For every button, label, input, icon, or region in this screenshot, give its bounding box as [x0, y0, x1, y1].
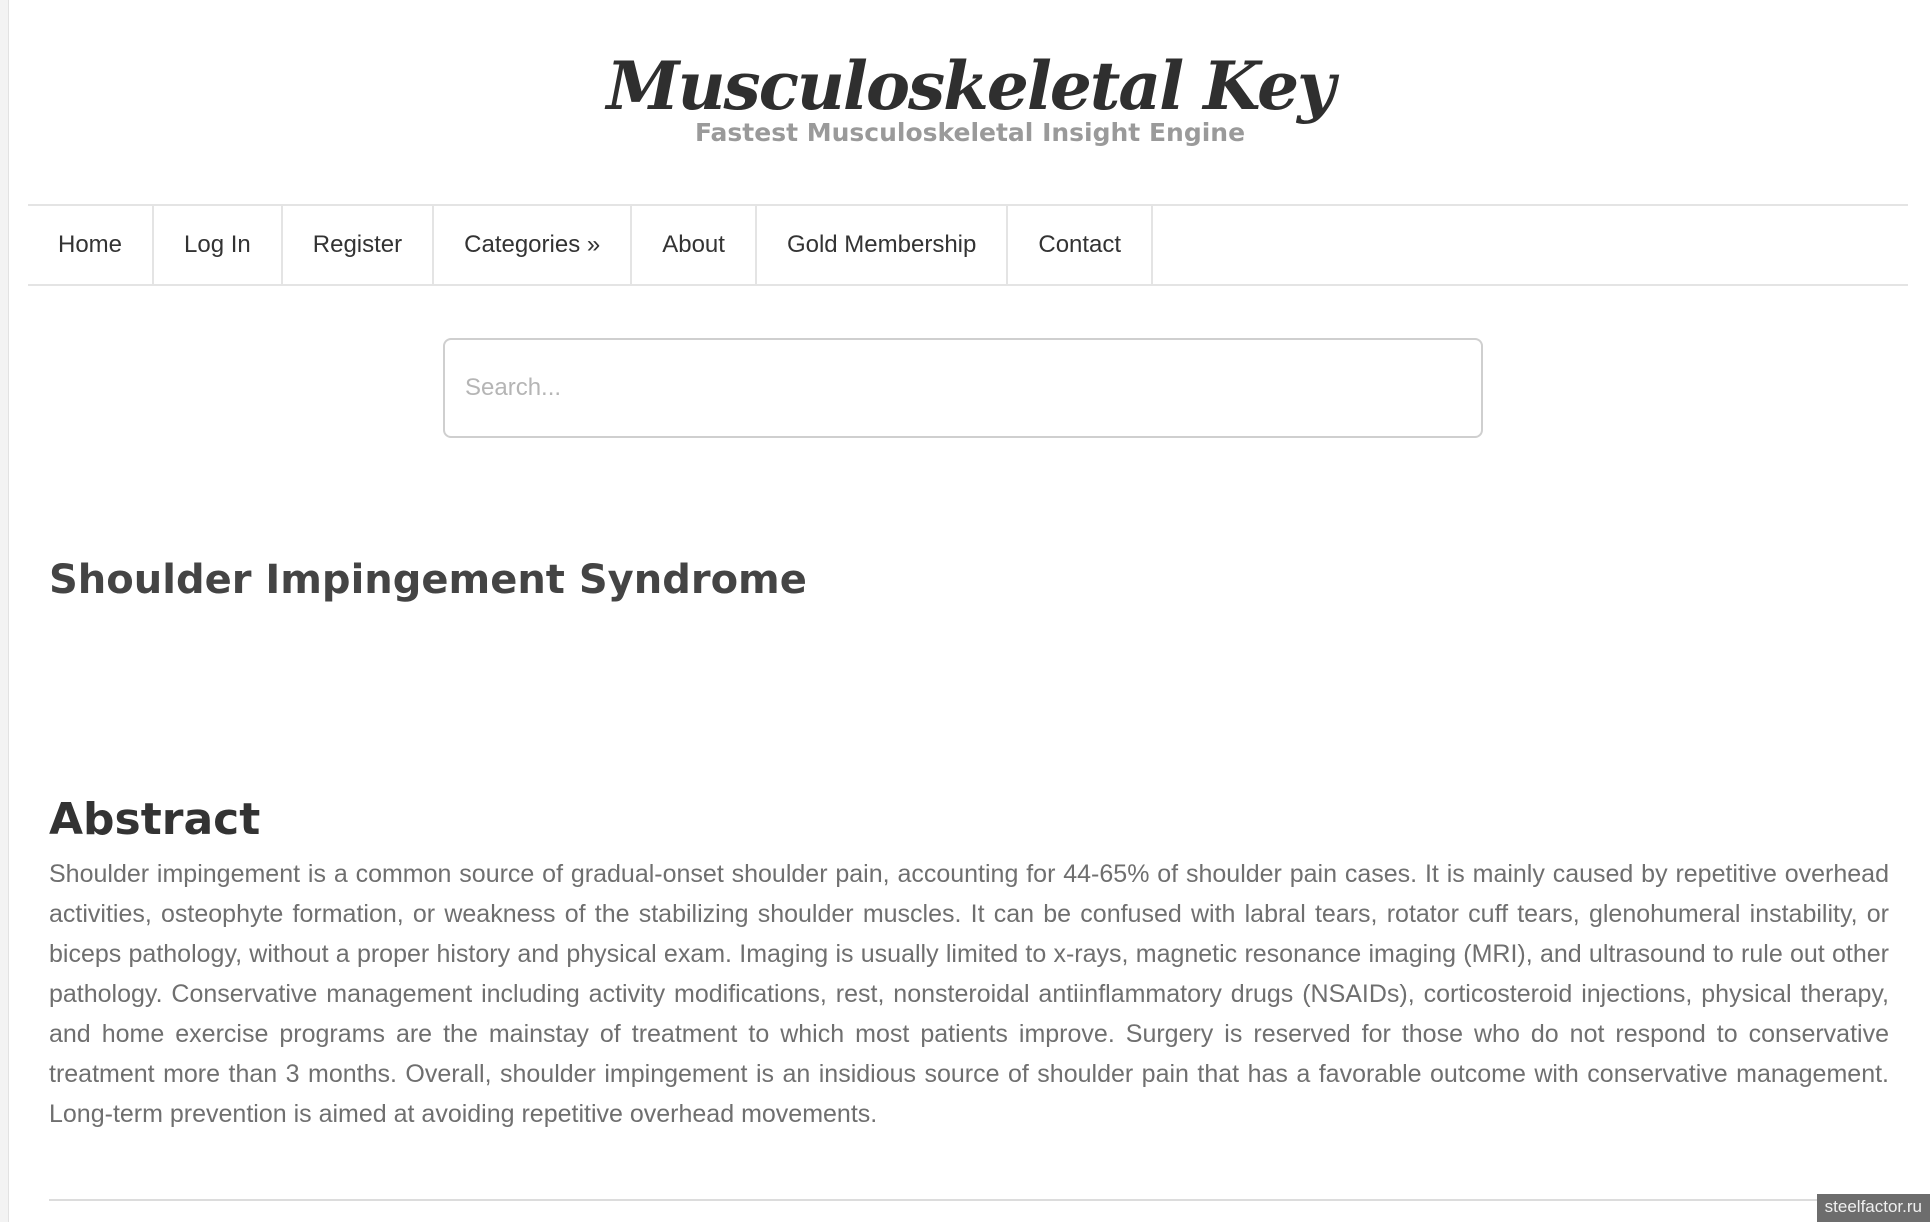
- site-title[interactable]: Musculoskeletal Key: [606, 47, 1334, 125]
- main-nav: [28, 204, 1908, 286]
- site-header: [9, 0, 1930, 204]
- article-title: Shoulder Impingement Syndrome: [49, 557, 807, 603]
- site-tagline: Fastest Musculoskeletal Insight Engine: [694, 118, 1246, 147]
- nav-item-about[interactable]: About: [632, 206, 757, 284]
- search-box: [443, 338, 1483, 438]
- nav-item-home[interactable]: Home: [28, 206, 154, 284]
- page: [8, 0, 1930, 1222]
- nav-item-log-in[interactable]: Log In: [154, 206, 283, 284]
- watermark: steelfactor.ru: [1817, 1194, 1930, 1222]
- search-input[interactable]: [443, 338, 1483, 438]
- abstract-heading: Abstract: [49, 794, 261, 845]
- nav-item-gold-membership[interactable]: Gold Membership: [757, 206, 1008, 284]
- nav-item-categories[interactable]: Categories »: [434, 206, 632, 284]
- nav-item-register[interactable]: Register: [283, 206, 434, 284]
- content-divider: [49, 1199, 1901, 1201]
- nav-item-contact[interactable]: Contact: [1008, 206, 1153, 284]
- abstract-text: Shoulder impingement is a common source of gradual-onset shoulder pain, accounting for 44-65% of shoulder pain cases. It is mainly caused by repetitive overhead activities, osteophyte formation, or weakness of the stabilizing shoulder muscles. It can be confused with labral tears, rotator cuff tears, glenohumeral instability, or biceps pathology, without a proper history and physical exam. Imaging is usually limited to x-rays, magnetic resonance imaging (MRI), and ultrasound to rule out other pathology. Conservative management including activity modifications, rest, nonsteroidal antiinflammatory drugs (NSAIDs), corticosteroid injections, physical therapy, and home exercise programs are the mainstay of treatment to which most patients improve. Surgery is reserved for those who do not respond to conservative treatment more than 3 months. Overall, shoulder impingement is an insidious source of shoulder pain that has a favorable outcome with conservative management. Long-term prevention is aimed at avoiding repetitive overhead movements.: [49, 860, 1889, 1128]
